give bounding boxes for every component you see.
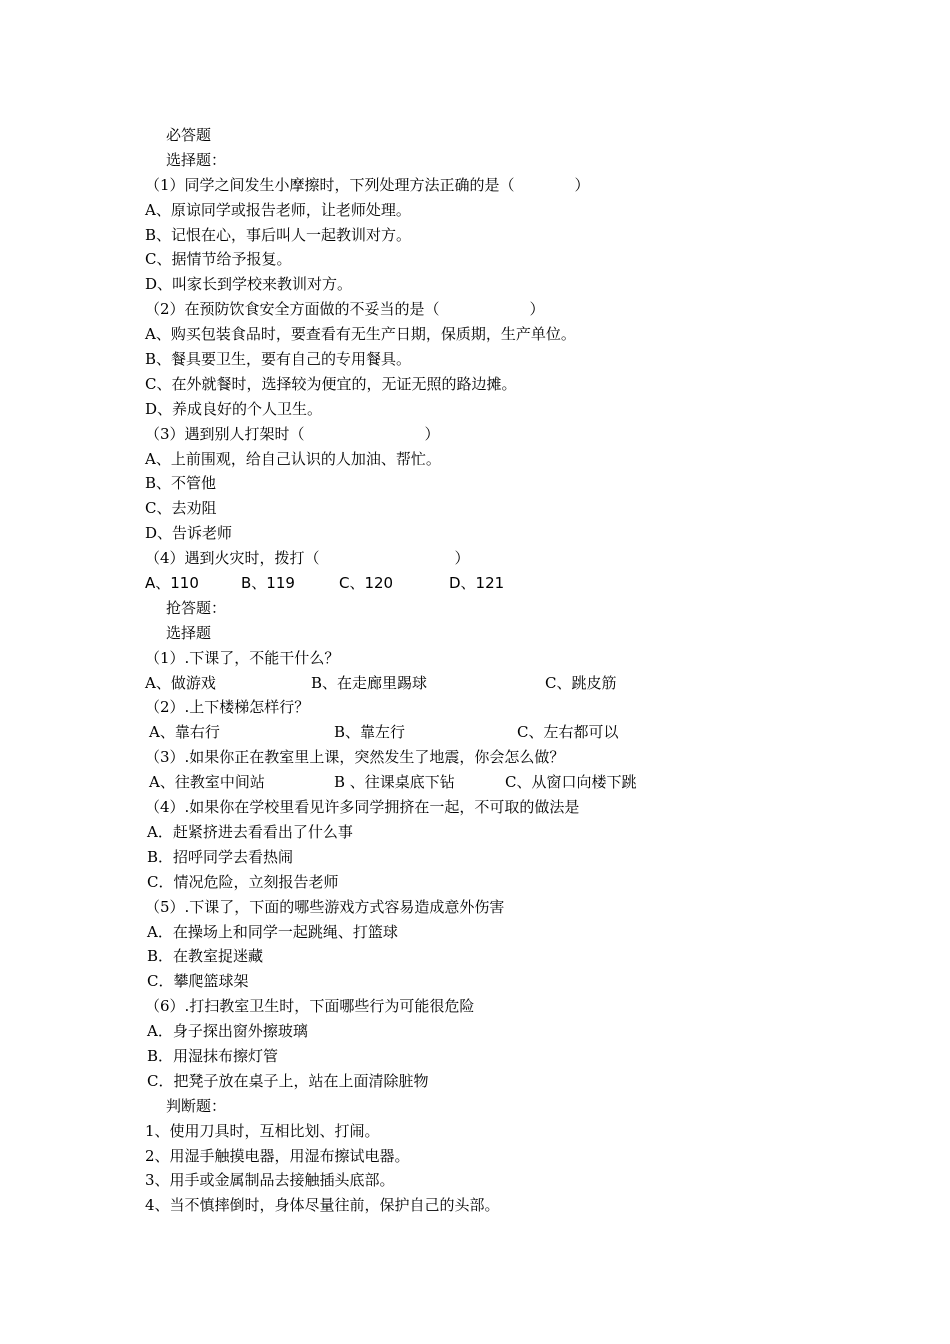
option-b: B、不管他 [145,474,217,493]
option-b: B．招呼同学去看热闹 [147,847,294,866]
option-b: B、在走廊里踢球 [311,673,428,692]
question-stem: （4）遇到火灾时，拨打（ ） [145,549,470,568]
option-b: B 、往课桌底下钻 [334,773,455,792]
judge-item: 2、用湿手触摸电器，用湿布擦试电器。 [145,1146,410,1165]
option-d: D、告诉老师 [145,524,233,543]
option-d: D、121 [449,574,505,593]
option-row [0,720,950,745]
document-page [0,123,950,1218]
question-stem: （5）.下课了，下面的哪些游戏方式容易造成意外伤害 [145,897,505,916]
option-row [0,571,950,596]
option-c: C．把凳子放在桌子上，站在上面清除脏物 [147,1071,429,1090]
option-a: A、上前围观，给自己认识的人加油、帮忙。 [145,449,441,468]
question-stem: （6）.打扫教室卫生时，下面哪些行为可能很危险 [145,997,475,1016]
option-a: A、原谅同学或报告老师，让老师处理。 [145,200,411,219]
option-c: C、在外就餐时，选择较为便宜的，无证无照的路边摊。 [145,374,517,393]
option-c: C、120 [339,574,394,593]
option-d: D、养成良好的个人卫生。 [145,399,323,418]
judge-item: 4、当不慎摔倒时，身体尽量往前，保护自己的头部。 [145,1196,500,1215]
option-a: A、靠右行 [149,723,220,742]
option-a: A、110 [145,574,199,593]
question-stem: （2）在预防饮食安全方面做的不妥当的是（ ） [145,300,545,319]
option-c: C、去劝阻 [145,499,217,518]
option-c: C、从窗口向楼下跳 [505,773,637,792]
option-b: B、记恨在心，事后叫人一起教训对方。 [145,225,412,244]
question-stem: （1）同学之间发生小摩擦时，下列处理方法正确的是（ ） [145,175,590,194]
section-title-required: 必答题 [166,126,212,144]
option-b: B、餐具要卫生，要有自己的专用餐具。 [145,350,412,369]
question-stem: （1）.下课了，不能干什么？ [145,648,340,667]
judge-item: 1、使用刀具时，互相比划、打闹。 [145,1121,380,1140]
option-a: A、做游戏 [145,673,216,692]
question-stem: （2）.上下楼梯怎样行？ [145,698,310,717]
judge-item: 3、用手或金属制品去接触插头底部。 [145,1171,395,1190]
option-c: C．情况危险，立刻报告老师 [147,872,339,891]
option-b: B、靠左行 [334,723,406,742]
section-title-choice: 选择题 [166,623,212,642]
option-a: A．身子探出窗外擦玻璃 [147,1022,308,1041]
option-a: A．赶紧挤进去看看出了什么事 [147,822,353,841]
section-title-judge: 判断题： [166,1096,227,1115]
question-stem: （4）.如果你在学校里看见许多同学拥挤在一起，不可取的做法是 [145,798,580,817]
option-c: C、据情节给予报复。 [145,250,292,269]
option-b: B．用湿抹布擦灯管 [147,1046,279,1065]
option-d: D、叫家长到学校来教训对方。 [145,275,353,294]
question-stem: （3）.如果你正在教室里上课，突然发生了地震，你会怎么做？ [145,748,565,767]
option-row [0,671,950,696]
option-b: B、119 [241,574,295,593]
option-a: A．在操场上和同学一起跳绳、打篮球 [147,922,398,941]
section-title-choice: 选择题： [166,150,227,169]
section-title-rush: 抢答题： [166,598,227,617]
question-stem: （3）遇到别人打架时（ ） [145,424,440,443]
option-a: A、购买包装食品时，要查看有无生产日期，保质期，生产单位。 [145,325,576,344]
option-c: C、跳皮筋 [545,673,617,692]
option-c: C、左右都可以 [517,723,619,742]
option-c: C．攀爬篮球架 [147,972,249,991]
option-b: B．在教室捉迷藏 [147,947,264,966]
option-row [0,770,950,795]
option-a: A、往教室中间站 [149,773,265,792]
